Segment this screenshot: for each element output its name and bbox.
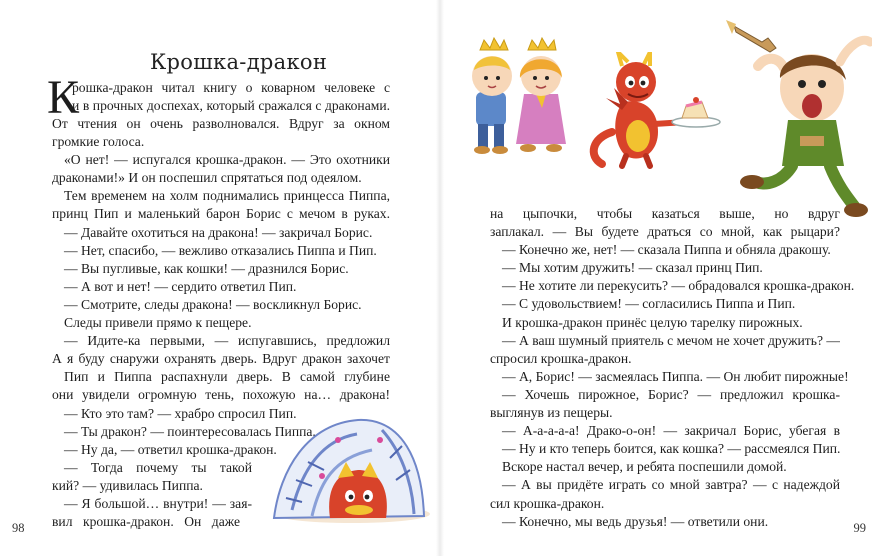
text-line: — А, Борис! — засмеялась Пиппа. — Он любит пирожные!: [502, 368, 849, 384]
text-line: заплакал. — Вы будете драться со мной, как рыцари?: [490, 224, 840, 240]
left-opening-lines: [72, 79, 390, 115]
right-body-text: [490, 205, 855, 531]
text-line: спросил крошка-дракон.: [490, 350, 632, 366]
text-line: — Конечно, мы ведь друзья! — ответили они.: [502, 513, 769, 529]
text-line: — А вы придёте играть со мной завтра? — с надеждой: [502, 477, 840, 493]
drop-cap: К: [47, 71, 80, 124]
text-line: — Ну и кто теперь боится, как кошка? — рассмеялся Пип.: [502, 441, 841, 457]
right-page: [440, 0, 880, 556]
page-title: Крошка-дракон: [150, 50, 328, 74]
text-line: — Тогда почему ты такой: [64, 459, 252, 475]
text-line: — Конечно же, нет! — сказала Пиппа и обняла дракошу.: [502, 242, 831, 258]
text-line: Тем временем на холм поднимались принцесса Пиппа,: [64, 188, 390, 204]
text-line: От чтения он очень разволновался. Вдруг за окном: [52, 116, 390, 131]
text-line: — Я большой… внутри! — зая-: [64, 495, 252, 511]
boris-running-illustration: [722, 16, 872, 220]
text-line: они увидели огромную тень, похожую на… дракона!: [52, 387, 390, 403]
text-line: — Вы пугливые, как кошки! — дразнился Борис.: [64, 260, 349, 276]
text-line: — Хочешь пирожное, Борис? — предложил крошка-: [502, 386, 840, 402]
text-line: выглянув из пещеры.: [490, 405, 613, 421]
text-line: рошка-дракон читал книгу о коварном человеке с: [72, 80, 390, 95]
page-number-left: 98: [12, 521, 25, 535]
text-line: — С удовольствием! — согласились Пиппа и Пип.: [502, 296, 796, 312]
text-line: — Давайте охотиться на дракона! — закричал Борис.: [64, 224, 373, 240]
text-line: Пип и Пиппа распахнули дверь. В самой глубине: [64, 369, 390, 385]
text-line: — Мы хотим дружить! — сказал принц Пип.: [502, 260, 763, 276]
text-line: — Не хотите ли перекусить? — обрадовался крошка-дракон.: [502, 278, 855, 294]
text-line: Следы привели прямо к пещере.: [64, 315, 252, 331]
prince-and-princess-illustration: [462, 36, 578, 154]
text-line: — А-а-а-а-а! Драко-о-он! — закричал Борис, убегая в: [502, 423, 840, 439]
text-line: Вскоре настал вечер, и ребята поспешили домой.: [502, 459, 787, 475]
text-line: «О нет! — испугался крошка-дракон. — Это охотники: [64, 152, 390, 168]
text-line: — Ну да, — ответил крошка-дракон.: [64, 441, 277, 457]
text-line: — А ваш шумный приятель с мечом не хочет дружить? —: [502, 332, 840, 348]
dragon-under-blanket-illustration: [262, 410, 430, 526]
text-line: — Кто это там? — храбро спросил Пип.: [64, 405, 297, 421]
text-line: — Смотрите, следы дракона! — воскликнул Борис.: [64, 296, 362, 312]
text-line: на цыпочки, чтобы казаться выше, но вдруг: [490, 206, 840, 221]
dragon-with-cake-illustration: [582, 52, 722, 170]
text-line: принц Пип и маленький барон Борис с мечом в руках.: [52, 206, 390, 222]
text-line: кий? — удивилась Пиппа.: [52, 477, 203, 493]
text-line: и в прочных доспехах, который сражался с драконами.: [72, 98, 390, 114]
text-line: — Ты дракон? — поинтересовалась Пиппа.: [64, 423, 316, 439]
text-line: — Нет, спасибо, — вежливо отказались Пиппа и Пип.: [64, 242, 377, 258]
text-line: драконами!» И он поспешил спрятаться под одеялом.: [52, 170, 362, 186]
text-line: громкие голоса.: [52, 134, 145, 150]
text-line: А я буду снаружи охранять дверь. Вдруг дракон захочет: [52, 351, 390, 367]
text-line: И крошка-дракон принёс целую тарелку пирожных.: [502, 314, 803, 330]
text-line: — Идите-ка первыми, — испугавшись, предложил: [64, 333, 390, 349]
text-line: вил крошка-дракон. Он даже: [52, 514, 240, 530]
text-line: сил крошка-дракон.: [490, 495, 605, 511]
text-line: — А вот и нет! — сердито ответил Пип.: [64, 278, 297, 294]
page-number-right: 99: [853, 521, 866, 535]
